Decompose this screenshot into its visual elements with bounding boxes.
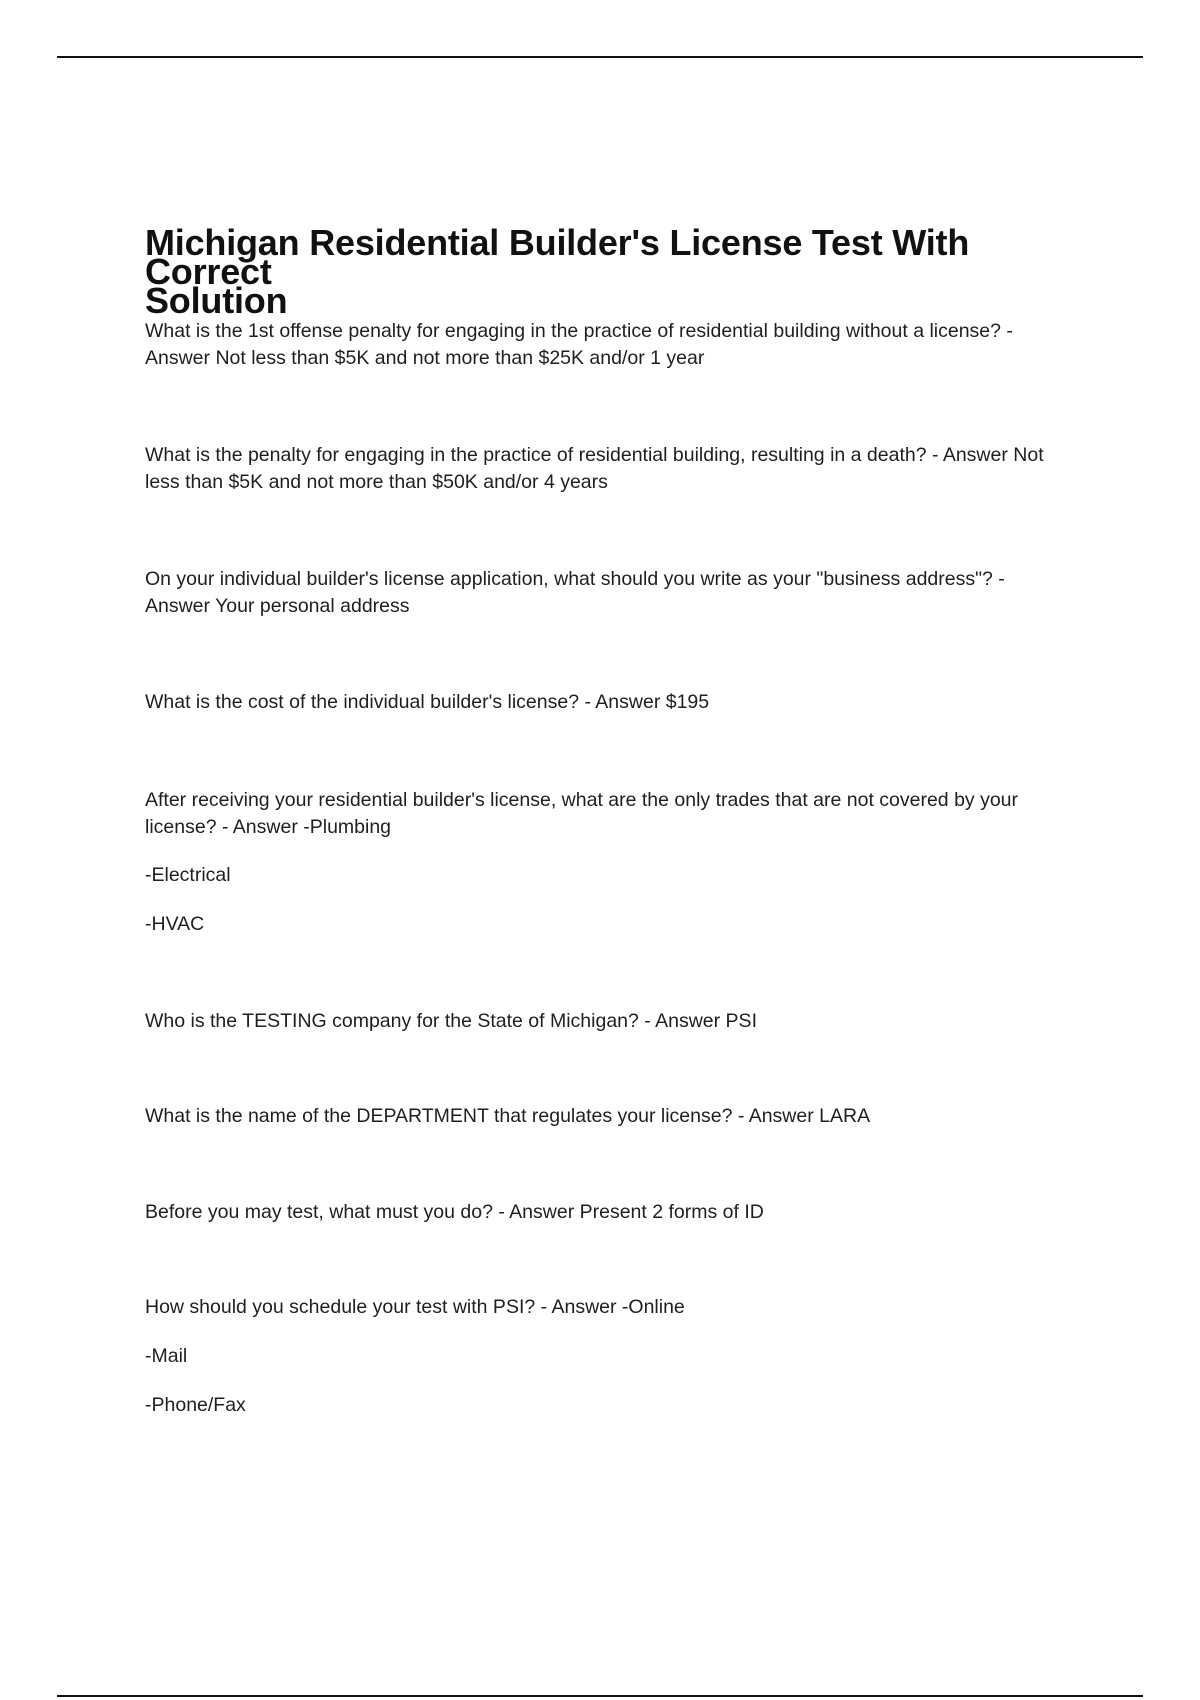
qa-item-6 xyxy=(145,1008,1105,1035)
qa-item-8-line-1: Before you may test, what must you do? - Answer Present 2 forms of ID xyxy=(145,1201,764,1223)
qa-item-2-line-2: less than $5K and not more than $50K and/or 4 years xyxy=(145,471,608,493)
document-title xyxy=(145,222,1105,321)
qa-item-9 xyxy=(145,1294,1105,1321)
qa-item-1-line-2: Answer Not less than $5K and not more than $25K and/or 1 year xyxy=(145,347,705,369)
qa-item-4-line-1: What is the cost of the individual builder's license? - Answer $195 xyxy=(145,691,710,713)
qa-item-9-subitem-2: -Phone/Fax xyxy=(145,1394,246,1416)
qa-item-6-line-1: Who is the TESTING company for the State of Michigan? - Answer PSI xyxy=(145,1010,757,1032)
qa-item-8 xyxy=(145,1199,1105,1226)
title-line-2: Solution xyxy=(145,280,288,321)
qa-item-2-line-1: What is the penalty for engaging in the practice of residential building, resulting in a death? - Answer Not xyxy=(145,444,1044,466)
qa-item-5 xyxy=(145,787,1105,841)
qa-item-1 xyxy=(145,318,1105,372)
qa-item-7 xyxy=(145,1103,1105,1130)
qa-item-3-line-2: Answer Your personal address xyxy=(145,595,410,617)
top-rule xyxy=(57,56,1143,58)
qa-item-3 xyxy=(145,566,1105,620)
qa-item-9-subitem-1: -Mail xyxy=(145,1345,188,1367)
qa-item-3-line-1: On your individual builder's license application, what should you write as your "business address"? - xyxy=(145,568,1005,590)
qa-item-9-line-1: How should you schedule your test with PSI? - Answer -Online xyxy=(145,1296,685,1318)
qa-item-2 xyxy=(145,442,1105,496)
qa-item-5-subitem-2: -HVAC xyxy=(145,913,205,935)
qa-item-7-line-1: What is the name of the DEPARTMENT that regulates your license? - Answer LARA xyxy=(145,1105,871,1127)
qa-item-4 xyxy=(145,689,1105,716)
title-line-1: Michigan Residential Builder's License Test With Correct xyxy=(145,222,970,292)
qa-item-5-line-1: After receiving your residential builder's license, what are the only trades that are not covered by your xyxy=(145,789,1019,811)
bottom-rule xyxy=(57,1695,1143,1697)
qa-item-1-line-1: What is the 1st offense penalty for engaging in the practice of residential building without a license? - xyxy=(145,320,1013,342)
qa-item-5-subitem-1: -Electrical xyxy=(145,864,231,886)
qa-item-5-line-2: license? - Answer -Plumbing xyxy=(145,816,392,838)
